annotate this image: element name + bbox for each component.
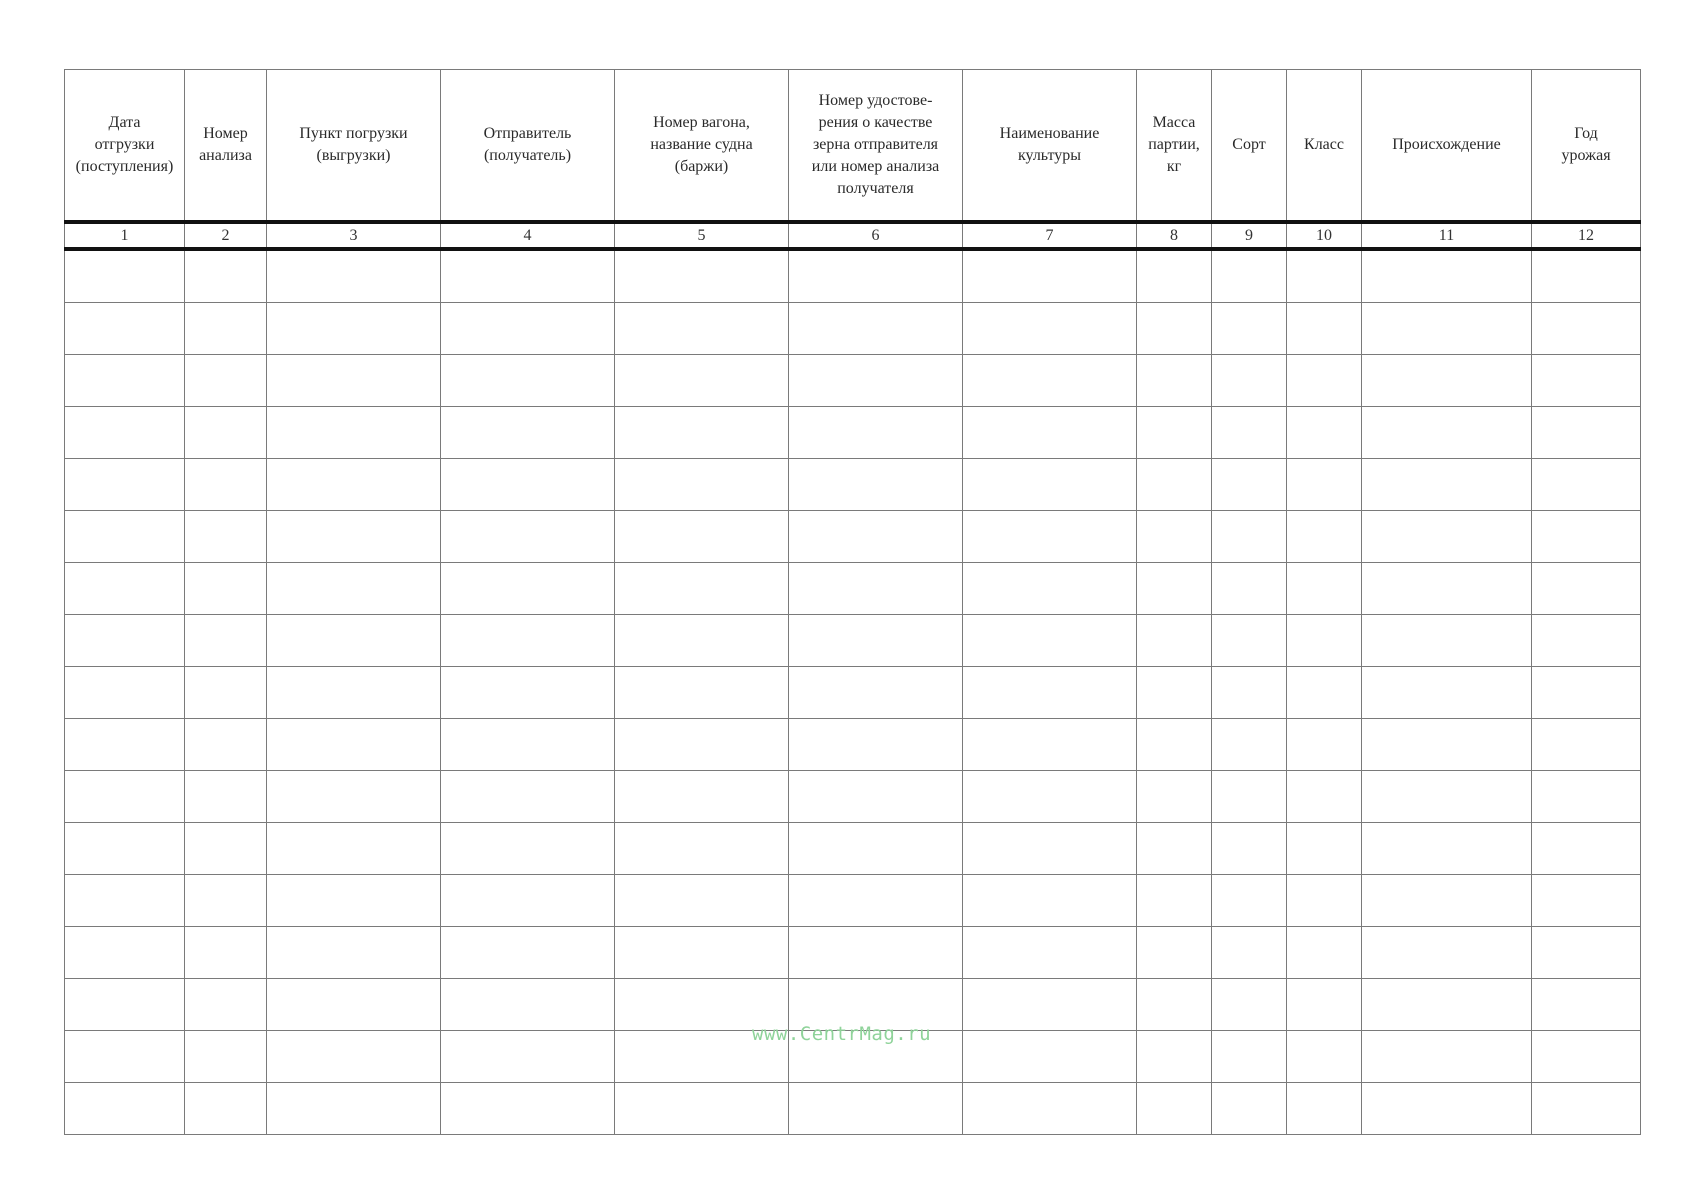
header-harvest-year: Год урожая — [1532, 70, 1641, 223]
table-cell — [441, 823, 615, 875]
table-cell — [267, 615, 441, 667]
table-cell — [441, 303, 615, 355]
column-number: 1 — [65, 222, 185, 249]
table-cell — [789, 615, 963, 667]
table-cell — [185, 303, 267, 355]
table-cell — [267, 249, 441, 303]
table-cell — [963, 303, 1137, 355]
table-cell — [1137, 875, 1212, 927]
header-shipment-date: Дата отгрузки (поступления) — [65, 70, 185, 223]
table-cell — [185, 1031, 267, 1083]
table-cell — [963, 563, 1137, 615]
column-number-row — [65, 222, 1641, 249]
table-row — [65, 1083, 1641, 1135]
table-cell — [963, 615, 1137, 667]
table-cell — [441, 1083, 615, 1135]
table-cell — [1532, 407, 1641, 459]
table-cell — [267, 667, 441, 719]
table-cell — [615, 927, 789, 979]
table-cell — [1362, 407, 1532, 459]
table-cell — [65, 1031, 185, 1083]
column-number: 10 — [1287, 222, 1362, 249]
table-cell — [615, 1031, 789, 1083]
table-cell — [65, 979, 185, 1031]
table-cell — [1212, 979, 1287, 1031]
table-cell — [1362, 563, 1532, 615]
table-cell — [789, 459, 963, 511]
table-row — [65, 823, 1641, 875]
column-number: 2 — [185, 222, 267, 249]
table-cell — [1137, 667, 1212, 719]
table-row — [65, 927, 1641, 979]
table-cell — [963, 771, 1137, 823]
table-cell — [1362, 303, 1532, 355]
table-cell — [1137, 511, 1212, 563]
table-cell — [441, 771, 615, 823]
table-cell — [441, 563, 615, 615]
header-origin: Происхождение — [1362, 70, 1532, 223]
table-cell — [963, 875, 1137, 927]
table-cell — [1212, 1031, 1287, 1083]
table-cell — [789, 979, 963, 1031]
table-cell — [789, 823, 963, 875]
header-grade: Сорт — [1212, 70, 1287, 223]
table-cell — [65, 615, 185, 667]
table-cell — [963, 979, 1137, 1031]
table-cell — [789, 771, 963, 823]
table-cell — [615, 355, 789, 407]
table-cell — [267, 719, 441, 771]
table-cell — [963, 459, 1137, 511]
table-cell — [441, 979, 615, 1031]
table-cell — [1532, 927, 1641, 979]
column-number: 7 — [963, 222, 1137, 249]
table-cell — [65, 355, 185, 407]
table-cell — [1137, 249, 1212, 303]
table-cell — [267, 875, 441, 927]
table-cell — [1532, 667, 1641, 719]
table-cell — [963, 511, 1137, 563]
table-row — [65, 1031, 1641, 1083]
table-cell — [185, 459, 267, 511]
table-cell — [267, 355, 441, 407]
header-batch-mass: Масса партии, кг — [1137, 70, 1212, 223]
table-cell — [1532, 355, 1641, 407]
table-cell — [1137, 407, 1212, 459]
table-cell — [1137, 823, 1212, 875]
column-number: 5 — [615, 222, 789, 249]
table-cell — [1287, 823, 1362, 875]
table-cell — [1532, 511, 1641, 563]
table-cell — [185, 979, 267, 1031]
table-cell — [1287, 303, 1362, 355]
table-cell — [441, 719, 615, 771]
table-cell — [1532, 459, 1641, 511]
table-cell — [185, 823, 267, 875]
column-number: 12 — [1532, 222, 1641, 249]
table-cell — [1212, 459, 1287, 511]
table-cell — [1362, 667, 1532, 719]
table-cell — [1287, 615, 1362, 667]
table-cell — [1362, 615, 1532, 667]
table-cell — [185, 355, 267, 407]
table-cell — [1287, 927, 1362, 979]
table-cell — [1212, 1083, 1287, 1135]
table-cell — [1287, 563, 1362, 615]
header-wagon-number: Номер вагона, название судна (баржи) — [615, 70, 789, 223]
table-cell — [1212, 875, 1287, 927]
table-cell — [267, 303, 441, 355]
table-cell — [963, 1031, 1137, 1083]
table-cell — [789, 407, 963, 459]
table-cell — [789, 563, 963, 615]
table-cell — [65, 875, 185, 927]
table-cell — [1137, 563, 1212, 615]
table-cell — [789, 667, 963, 719]
table-cell — [1287, 719, 1362, 771]
table-cell — [789, 249, 963, 303]
table-cell — [1532, 615, 1641, 667]
table-cell — [1362, 979, 1532, 1031]
table-cell — [1287, 249, 1362, 303]
table-cell — [1212, 771, 1287, 823]
table-cell — [185, 407, 267, 459]
table-cell — [963, 719, 1137, 771]
table-cell — [615, 719, 789, 771]
table-cell — [441, 407, 615, 459]
table-cell — [1212, 719, 1287, 771]
table-cell — [1212, 615, 1287, 667]
table-cell — [267, 979, 441, 1031]
table-cell — [1287, 667, 1362, 719]
table-cell — [441, 249, 615, 303]
table-cell — [1532, 249, 1641, 303]
table-cell — [1362, 1031, 1532, 1083]
header-loading-point: Пункт погрузки (выгрузки) — [267, 70, 441, 223]
table-cell — [1287, 511, 1362, 563]
table-row — [65, 667, 1641, 719]
table-cell — [615, 249, 789, 303]
table-cell — [1362, 1083, 1532, 1135]
table-cell — [65, 563, 185, 615]
table-cell — [789, 511, 963, 563]
table-cell — [1362, 719, 1532, 771]
table-row — [65, 511, 1641, 563]
table-cell — [65, 719, 185, 771]
table-cell — [789, 1031, 963, 1083]
table-cell — [267, 1031, 441, 1083]
table-cell — [1532, 771, 1641, 823]
table-cell — [185, 875, 267, 927]
column-number: 6 — [789, 222, 963, 249]
table-cell — [789, 303, 963, 355]
table-cell — [185, 771, 267, 823]
table-cell — [789, 355, 963, 407]
table-cell — [1532, 875, 1641, 927]
table-cell — [789, 927, 963, 979]
table-row — [65, 719, 1641, 771]
table-cell — [185, 511, 267, 563]
table-cell — [615, 459, 789, 511]
table-cell — [963, 355, 1137, 407]
table-cell — [1212, 249, 1287, 303]
table-cell — [267, 927, 441, 979]
table-cell — [267, 823, 441, 875]
table-cell — [615, 771, 789, 823]
table-cell — [441, 667, 615, 719]
table-cell — [65, 459, 185, 511]
table-cell — [267, 771, 441, 823]
table-row — [65, 303, 1641, 355]
table-cell — [1212, 355, 1287, 407]
table-cell — [65, 249, 185, 303]
table-cell — [1287, 771, 1362, 823]
table-cell — [1532, 719, 1641, 771]
table-cell — [267, 563, 441, 615]
table-cell — [1362, 927, 1532, 979]
table-cell — [1532, 1083, 1641, 1135]
table-cell — [65, 407, 185, 459]
table-cell — [1212, 511, 1287, 563]
table-cell — [1287, 979, 1362, 1031]
table-row — [65, 407, 1641, 459]
table-row — [65, 355, 1641, 407]
table-cell — [1137, 355, 1212, 407]
table-cell — [789, 719, 963, 771]
table-cell — [1362, 511, 1532, 563]
empty-entry-rows — [65, 249, 1641, 1135]
table-cell — [185, 719, 267, 771]
table-cell — [441, 1031, 615, 1083]
column-number: 9 — [1212, 222, 1287, 249]
table-cell — [441, 875, 615, 927]
table-cell — [1212, 823, 1287, 875]
header-row — [65, 70, 1641, 223]
table-cell — [615, 875, 789, 927]
table-cell — [615, 407, 789, 459]
table-cell — [615, 979, 789, 1031]
header-sender: Отправитель (получатель) — [441, 70, 615, 223]
table-cell — [789, 1083, 963, 1135]
table-row — [65, 563, 1641, 615]
table-cell — [963, 249, 1137, 303]
table-cell — [615, 1083, 789, 1135]
table-cell — [963, 1083, 1137, 1135]
table-cell — [1287, 875, 1362, 927]
table-cell — [1137, 1031, 1212, 1083]
header-analysis-number: Номер анализа — [185, 70, 267, 223]
column-number: 3 — [267, 222, 441, 249]
table-cell — [1532, 1031, 1641, 1083]
table-cell — [1137, 719, 1212, 771]
table-cell — [1212, 563, 1287, 615]
table-cell — [65, 511, 185, 563]
table-cell — [1362, 875, 1532, 927]
watermark-text: www.CentrMag.ru — [752, 1023, 932, 1045]
table-cell — [267, 1083, 441, 1135]
table-cell — [615, 667, 789, 719]
table-cell — [65, 1083, 185, 1135]
table-row — [65, 979, 1641, 1031]
table-cell — [1137, 771, 1212, 823]
table-cell — [267, 511, 441, 563]
table-cell — [1137, 459, 1212, 511]
table-cell — [185, 249, 267, 303]
table-cell — [963, 407, 1137, 459]
table-row — [65, 615, 1641, 667]
table-cell — [1212, 927, 1287, 979]
table-cell — [963, 667, 1137, 719]
table-cell — [185, 667, 267, 719]
table-cell — [1212, 667, 1287, 719]
table-cell — [185, 1083, 267, 1135]
table-row — [65, 249, 1641, 303]
table-cell — [65, 303, 185, 355]
table-cell — [963, 823, 1137, 875]
table-cell — [1362, 823, 1532, 875]
table-cell — [1362, 355, 1532, 407]
column-number: 4 — [441, 222, 615, 249]
header-class: Класс — [1287, 70, 1362, 223]
table-cell — [615, 563, 789, 615]
column-number: 11 — [1362, 222, 1532, 249]
table-cell — [441, 511, 615, 563]
header-crop-name: Наименование культуры — [963, 70, 1137, 223]
table-cell — [1287, 407, 1362, 459]
grain-journal-table — [64, 69, 1641, 1135]
table-cell — [185, 615, 267, 667]
table-cell — [1137, 303, 1212, 355]
table-cell — [267, 459, 441, 511]
table-cell — [1362, 459, 1532, 511]
table-cell — [1137, 979, 1212, 1031]
header-certificate-number: Номер удостове- рения о качестве зерна отправителя или номер анализа получателя — [789, 70, 963, 223]
table-cell — [789, 875, 963, 927]
table-row — [65, 771, 1641, 823]
table-cell — [1362, 771, 1532, 823]
table-cell — [185, 563, 267, 615]
table-cell — [1287, 355, 1362, 407]
table-cell — [1287, 459, 1362, 511]
table-cell — [65, 927, 185, 979]
table-cell — [441, 927, 615, 979]
table-cell — [1532, 823, 1641, 875]
table-cell — [65, 771, 185, 823]
table-cell — [615, 823, 789, 875]
table-row — [65, 875, 1641, 927]
column-number: 8 — [1137, 222, 1212, 249]
table-cell — [65, 667, 185, 719]
table-cell — [1212, 407, 1287, 459]
table-cell — [1287, 1031, 1362, 1083]
table-cell — [1137, 615, 1212, 667]
table-cell — [1212, 303, 1287, 355]
table-cell — [1137, 927, 1212, 979]
table-cell — [1362, 249, 1532, 303]
table-cell — [185, 927, 267, 979]
table-cell — [1532, 303, 1641, 355]
table-row — [65, 459, 1641, 511]
table-cell — [441, 459, 615, 511]
table-cell — [615, 303, 789, 355]
table-cell — [267, 407, 441, 459]
table-cell — [441, 355, 615, 407]
table-cell — [615, 615, 789, 667]
table-cell — [1532, 563, 1641, 615]
table-cell — [1137, 1083, 1212, 1135]
table-cell — [65, 823, 185, 875]
table-cell — [1287, 1083, 1362, 1135]
table-cell — [615, 511, 789, 563]
table-cell — [1532, 979, 1641, 1031]
table-cell — [441, 615, 615, 667]
table-cell — [963, 927, 1137, 979]
